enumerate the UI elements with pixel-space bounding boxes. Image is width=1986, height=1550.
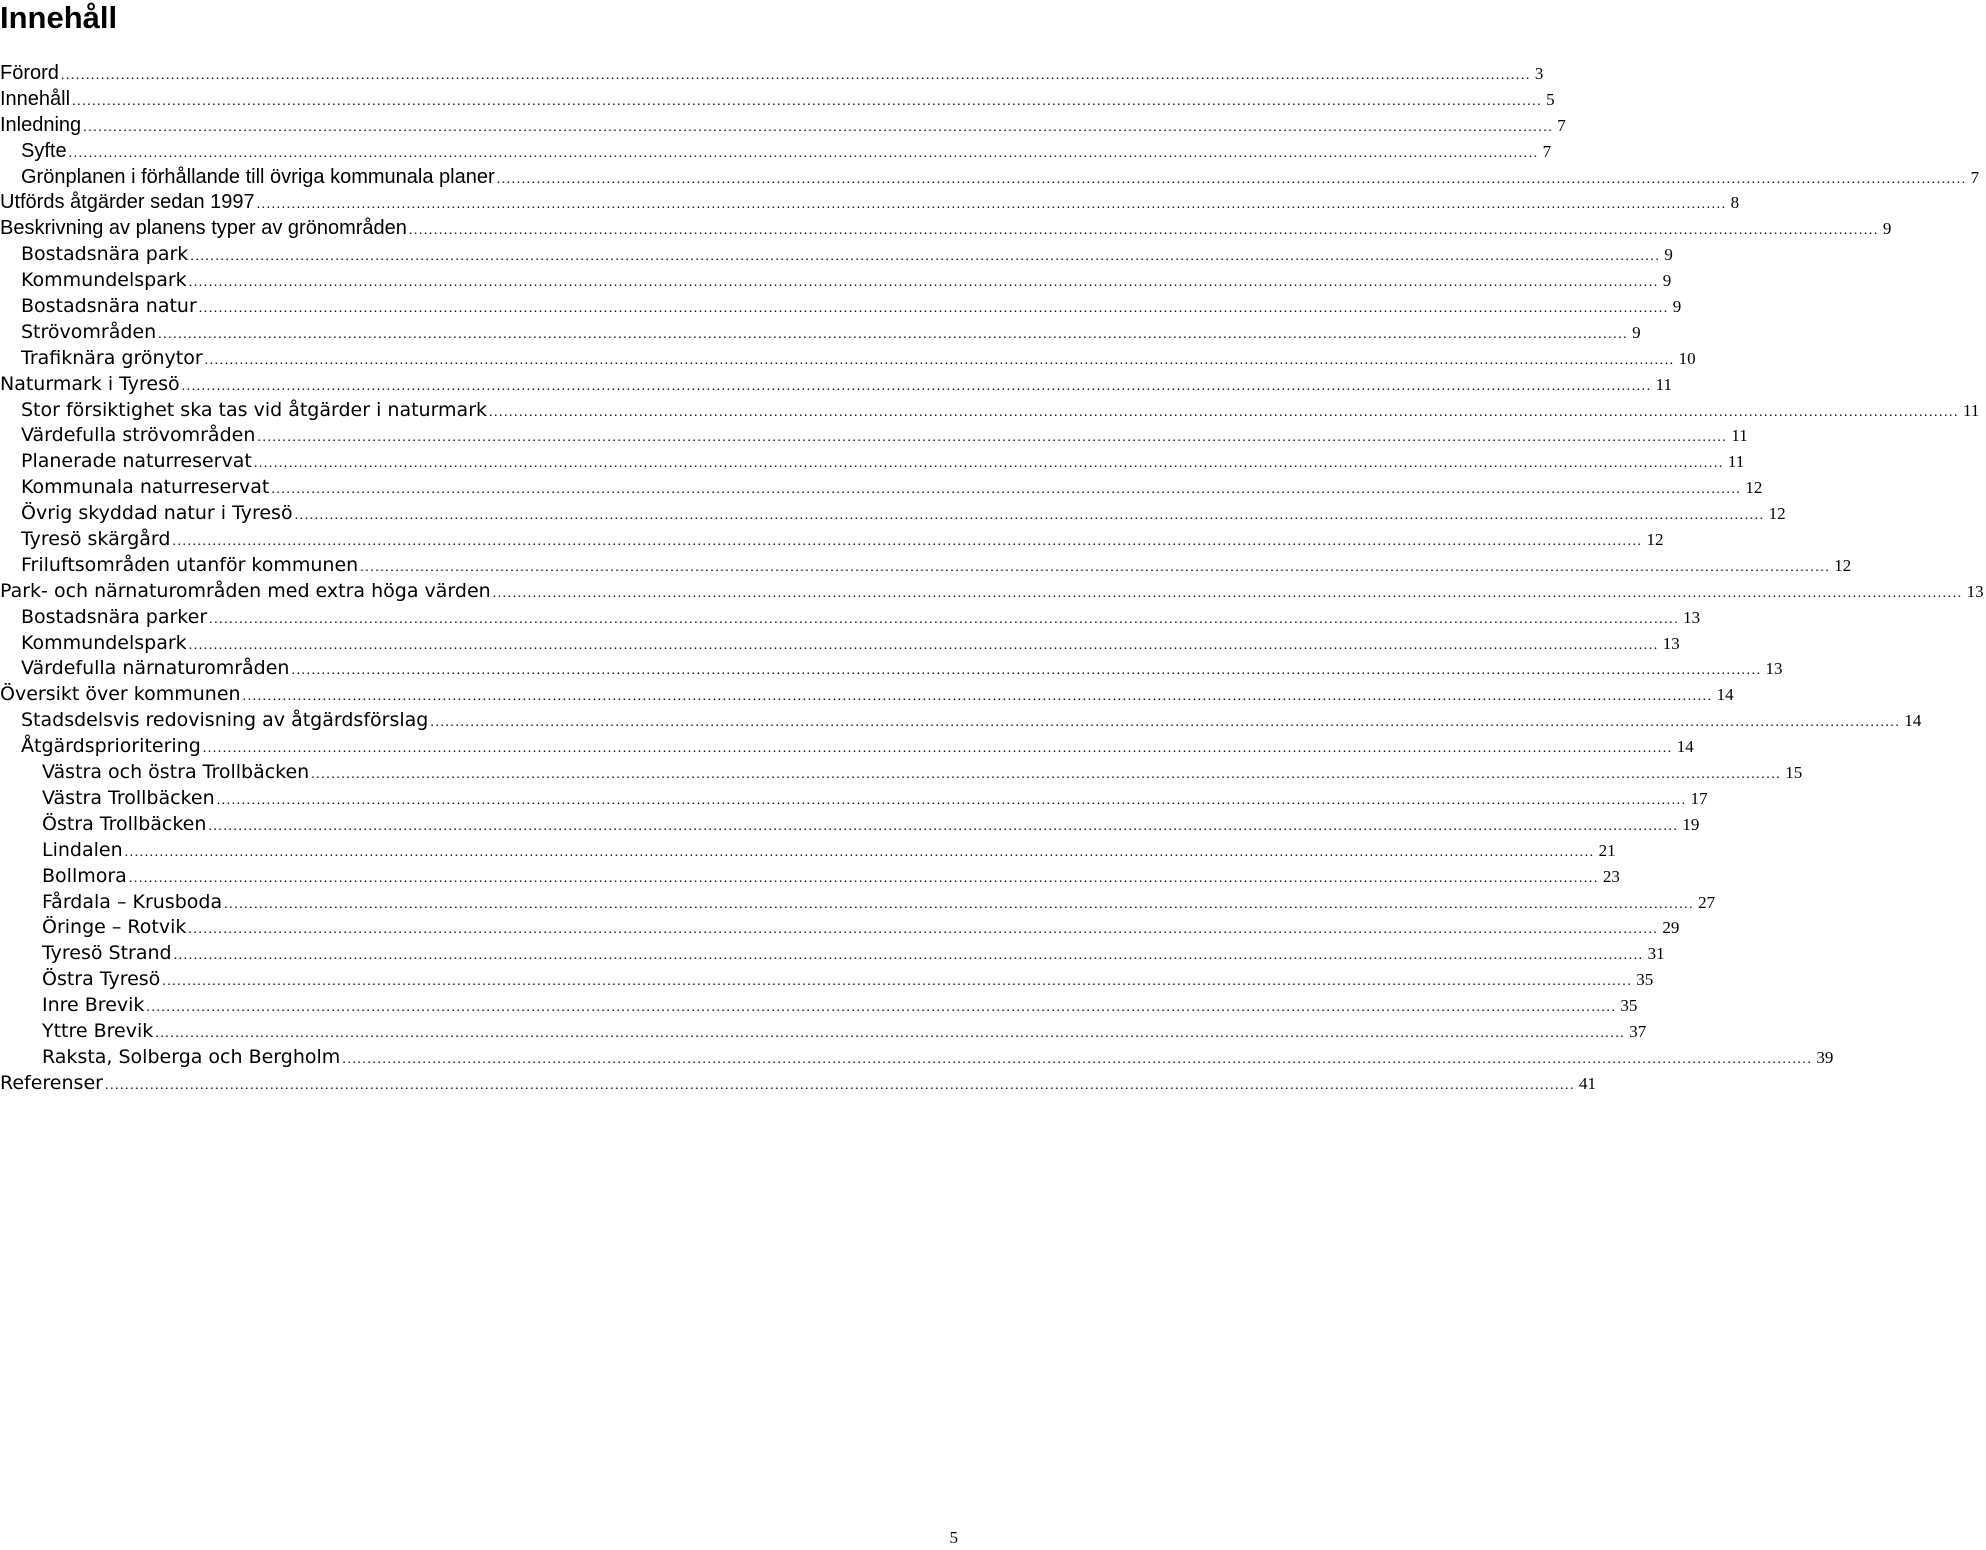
toc-entry[interactable] (0, 605, 1701, 631)
toc-entry-label: Strövområden (21, 320, 157, 343)
toc-entry-page: 9 (1662, 271, 1672, 291)
toc-entry-label: Västra och östra Trollbäcken (42, 761, 310, 784)
toc-entry-page: 27 (1698, 892, 1716, 912)
toc-entry-label: Park- och närnaturområden med extra höga värden (0, 579, 491, 602)
toc-entry-page: 13 (1683, 607, 1701, 627)
toc-entry-page: 11 (1727, 452, 1745, 472)
toc-dot-leader: ...................................................................................................................................................................................................................................................................................................... (492, 585, 1963, 601)
toc-entry[interactable] (0, 915, 1680, 941)
toc-entry-label: Bollmora (42, 864, 127, 887)
toc-dot-leader: ...................................................................................................................................................................................................................................................................................................... (173, 948, 1644, 964)
toc-dot-leader: ...................................................................................................................................................................................................................................................................................................... (188, 922, 1659, 938)
toc-entry[interactable] (0, 553, 1852, 579)
toc-entry[interactable] (0, 579, 1984, 605)
toc-entry-label: Tyresö Strand (42, 942, 172, 965)
toc-entry-page: 7 (1970, 167, 1980, 187)
toc-dot-leader: ...................................................................................................................................................................................................................................................................................................... (188, 637, 1659, 653)
toc-entry-label: Västra Trollbäcken (42, 786, 215, 809)
toc-dot-leader: ...................................................................................................................................................................................................................................................................................................... (68, 145, 1539, 161)
toc-entry-page: 14 (1904, 711, 1922, 731)
toc-entry-label: Inre Brevik (42, 994, 145, 1017)
toc-entry-page: 11 (1963, 400, 1980, 420)
toc-dot-leader: ...................................................................................................................................................................................................................................................................................................... (224, 896, 1695, 912)
toc-dot-leader: ...................................................................................................................................................................................................................................................................................................... (198, 301, 1669, 317)
toc-entry[interactable] (0, 631, 1680, 657)
toc-dot-leader: ...................................................................................................................................................................................................................................................................................................... (72, 93, 1543, 109)
toc-dot-leader: ...................................................................................................................................................................................................................................................................................................... (158, 326, 1629, 342)
toc-entry-page: 23 (1602, 866, 1620, 886)
toc-dot-leader: ...................................................................................................................................................................................................................................................................................................... (162, 974, 1633, 990)
toc-entry-label: Innehåll (0, 87, 71, 110)
toc-entry-page: 7 (1557, 115, 1566, 135)
table-of-contents (0, 61, 1984, 1097)
toc-entry[interactable] (0, 346, 1696, 372)
toc-dot-leader: ...................................................................................................................................................................................................................................................................................................... (342, 1051, 1813, 1067)
toc-entry[interactable] (0, 1019, 1647, 1045)
toc-entry[interactable] (0, 61, 1544, 87)
toc-entry-label: Yttre Brevik (42, 1019, 154, 1042)
toc-entry[interactable] (0, 139, 1552, 165)
toc-entry[interactable] (0, 113, 1566, 139)
toc-entry-page: 12 (1646, 530, 1664, 550)
toc-entry-label: Stadsdelsvis redovisning av åtgärdsförslag (21, 709, 429, 732)
toc-entry-page: 12 (1834, 555, 1852, 575)
toc-entry-page: 3 (1534, 64, 1544, 83)
toc-entry-page: 35 (1620, 996, 1638, 1016)
toc-dot-leader: ...................................................................................................................................................................................................................................................................................................... (83, 119, 1554, 135)
toc-entry-label: Planerade naturreservat (21, 450, 252, 473)
toc-entry[interactable] (0, 941, 1665, 967)
toc-dot-leader: ...................................................................................................................................................................................................................................................................................................... (256, 197, 1727, 213)
toc-entry[interactable] (0, 320, 1641, 346)
toc-dot-leader: ...................................................................................................................................................................................................................................................................................................... (190, 249, 1661, 265)
toc-entry[interactable] (0, 475, 1763, 501)
toc-entry-page: 14 (1676, 737, 1694, 757)
toc-dot-leader: ...................................................................................................................................................................................................................................................................................................... (294, 508, 1765, 524)
toc-entry[interactable] (0, 864, 1620, 890)
toc-dot-leader: ...................................................................................................................................................................................................................................................................................................... (188, 275, 1659, 291)
toc-entry[interactable] (0, 708, 1922, 734)
toc-entry-label: Stor försiktighet ska tas vid åtgärder i naturmark (21, 398, 488, 421)
toc-dot-leader: ...................................................................................................................................................................................................................................................................................................... (489, 404, 1960, 420)
toc-entry-page: 15 (1785, 763, 1803, 783)
toc-dot-leader: ...................................................................................................................................................................................................................................................................................................... (430, 715, 1901, 731)
toc-entry-label: Raksta, Solberga och Bergholm (42, 1045, 341, 1068)
toc-entry-page: 5 (1546, 89, 1555, 109)
toc-entry[interactable] (0, 242, 1673, 268)
toc-entry[interactable] (0, 423, 1748, 449)
toc-entry-page: 41 (1578, 1073, 1596, 1093)
toc-entry[interactable] (0, 812, 1700, 838)
page-number: 5 (949, 1528, 958, 1547)
toc-entry-page: 17 (1690, 788, 1708, 808)
toc-dot-leader: ...................................................................................................................................................................................................................................................................................................... (204, 352, 1675, 368)
toc-entry[interactable] (0, 268, 1672, 294)
toc-entry-label: Östra Tyresö (42, 968, 161, 991)
toc-entry[interactable] (0, 87, 1555, 113)
toc-entry-page: 13 (1765, 659, 1783, 679)
toc-entry-label: Värdefulla strövområden (21, 424, 256, 447)
toc-entry-page: 11 (1655, 374, 1673, 394)
toc-entry-label: Kommundelspark (21, 631, 187, 654)
toc-entry-label: Grönplanen i förhållande till övriga kommunala planer (21, 165, 495, 188)
toc-entry[interactable] (0, 993, 1638, 1019)
toc-dot-leader: ...................................................................................................................................................................................................................................................................................................... (257, 430, 1728, 446)
toc-entry-page: 11 (1731, 426, 1748, 446)
toc-dot-leader: ...................................................................................................................................................................................................................................................................................................... (360, 559, 1831, 575)
toc-entry-label: Referenser (0, 1071, 103, 1094)
toc-dot-leader: ...................................................................................................................................................................................................................................................................................................... (155, 1025, 1626, 1041)
toc-dot-leader: ...................................................................................................................................................................................................................................................................................................... (181, 378, 1652, 394)
toc-entry[interactable] (0, 656, 1783, 682)
toc-entry[interactable] (0, 682, 1734, 708)
toc-dot-leader: ...................................................................................................................................................................................................................................................................................................... (60, 68, 1531, 83)
toc-dot-leader: ...................................................................................................................................................................................................................................................................................................... (172, 534, 1643, 550)
toc-entry-page: 13 (1966, 581, 1984, 601)
toc-entry[interactable] (0, 838, 1616, 864)
toc-entry[interactable] (0, 501, 1786, 527)
toc-entry-page: 9 (1882, 219, 1892, 239)
toc-entry-page: 9 (1672, 297, 1682, 317)
toc-dot-leader: ...................................................................................................................................................................................................................................................................................................... (242, 689, 1713, 705)
toc-entry-label: Förord (0, 62, 59, 84)
toc-entry-label: Beskrivning av planens typer av grönområden (0, 217, 407, 240)
toc-entry[interactable] (0, 760, 1803, 786)
toc-entry[interactable] (0, 294, 1682, 320)
toc-entry[interactable] (0, 216, 1892, 242)
toc-dot-leader: ...................................................................................................................................................................................................................................................................................................... (271, 482, 1742, 498)
toc-entry-label: Kommunala naturreservat (21, 476, 270, 499)
toc-entry-label: Bostadsnära natur (21, 295, 197, 318)
toc-entry-label: Kommundelspark (21, 269, 187, 292)
toc-dot-leader: ...................................................................................................................................................................................................................................................................................................... (146, 1000, 1617, 1016)
toc-entry-page: 35 (1636, 970, 1654, 990)
toc-entry-label: Bostadsnära park (21, 243, 189, 266)
toc-entry[interactable] (0, 449, 1745, 475)
toc-dot-leader: ...................................................................................................................................................................................................................................................................................................... (209, 611, 1680, 627)
toc-entry-page: 29 (1662, 918, 1680, 938)
toc-entry-page: 12 (1745, 478, 1763, 498)
toc-entry-page: 19 (1682, 814, 1700, 834)
toc-entry[interactable] (0, 372, 1673, 398)
toc-dot-leader: ...................................................................................................................................................................................................................................................................................................... (253, 456, 1724, 472)
toc-entry[interactable] (0, 1071, 1596, 1097)
toc-entry-label: Åtgärdsprioritering (21, 735, 201, 758)
toc-entry[interactable] (0, 734, 1694, 760)
toc-dot-leader: ...................................................................................................................................................................................................................................................................................................... (496, 171, 1967, 187)
toc-entry-page: 9 (1664, 245, 1673, 265)
toc-entry-label: Öringe – Rotvik (42, 916, 187, 939)
toc-entry-label: Värdefulla närnaturområden (21, 657, 290, 680)
toc-entry-page: 12 (1768, 504, 1786, 524)
toc-entry-page: 21 (1598, 840, 1616, 860)
toc-entry-label: Utförds åtgärder sedan 1997 (0, 191, 255, 214)
toc-entry-page: 14 (1716, 685, 1734, 705)
toc-dot-leader: ...................................................................................................................................................................................................................................................................................................... (408, 223, 1879, 239)
toc-entry-label: Tyresö skärgård (21, 528, 171, 551)
toc-entry-page: 9 (1632, 322, 1641, 342)
toc-entry-label: Inledning (0, 113, 82, 136)
toc-entry-page: 13 (1662, 633, 1680, 653)
toc-entry-label: Övrig skyddad natur i Tyresö (21, 502, 293, 525)
toc-dot-leader: ...................................................................................................................................................................................................................................................................................................... (208, 818, 1679, 834)
toc-entry-label: Friluftsområden utanför kommunen (21, 553, 359, 576)
toc-entry-label: Östra Trollbäcken (42, 812, 207, 835)
page-title: Innehåll (0, 0, 118, 35)
toc-entry-label: Fårdala – Krusboda (42, 890, 223, 913)
toc-entry[interactable] (0, 190, 1740, 216)
toc-entry-page: 7 (1542, 141, 1552, 161)
toc-dot-leader: ...................................................................................................................................................................................................................................................................................................... (311, 767, 1782, 783)
toc-entry[interactable] (0, 1045, 1834, 1071)
toc-entry-page: 10 (1678, 348, 1696, 368)
toc-dot-leader: ...................................................................................................................................................................................................................................................................................................... (128, 870, 1599, 886)
toc-entry-page: 37 (1629, 1021, 1647, 1041)
toc-dot-leader: ...................................................................................................................................................................................................................................................................................................... (124, 844, 1595, 860)
toc-entry-label: Trafiknära grönytor (21, 346, 203, 369)
toc-entry[interactable] (0, 527, 1664, 553)
toc-dot-leader: ...................................................................................................................................................................................................................................................................................................... (202, 741, 1673, 757)
toc-dot-leader: ...................................................................................................................................................................................................................................................................................................... (216, 792, 1687, 808)
toc-entry[interactable] (0, 786, 1708, 812)
toc-entry-label: Översikt över kommunen (0, 683, 241, 706)
toc-entry-label: Naturmark i Tyresö (0, 372, 180, 395)
toc-entry-page: 31 (1647, 944, 1665, 964)
toc-entry-label: Syfte (21, 139, 67, 162)
toc-entry-label: Lindalen (42, 838, 123, 861)
toc-dot-leader: ...................................................................................................................................................................................................................................................................................................... (104, 1077, 1575, 1093)
toc-entry-page: 39 (1816, 1047, 1834, 1067)
toc-entry[interactable] (0, 398, 1980, 424)
toc-entry[interactable] (0, 967, 1654, 993)
toc-dot-leader: ...................................................................................................................................................................................................................................................................................................... (291, 663, 1762, 679)
toc-entry-page: 8 (1730, 193, 1740, 213)
toc-entry[interactable] (0, 165, 1980, 191)
toc-entry[interactable] (0, 890, 1716, 916)
toc-entry-label: Bostadsnära parker (21, 605, 208, 628)
